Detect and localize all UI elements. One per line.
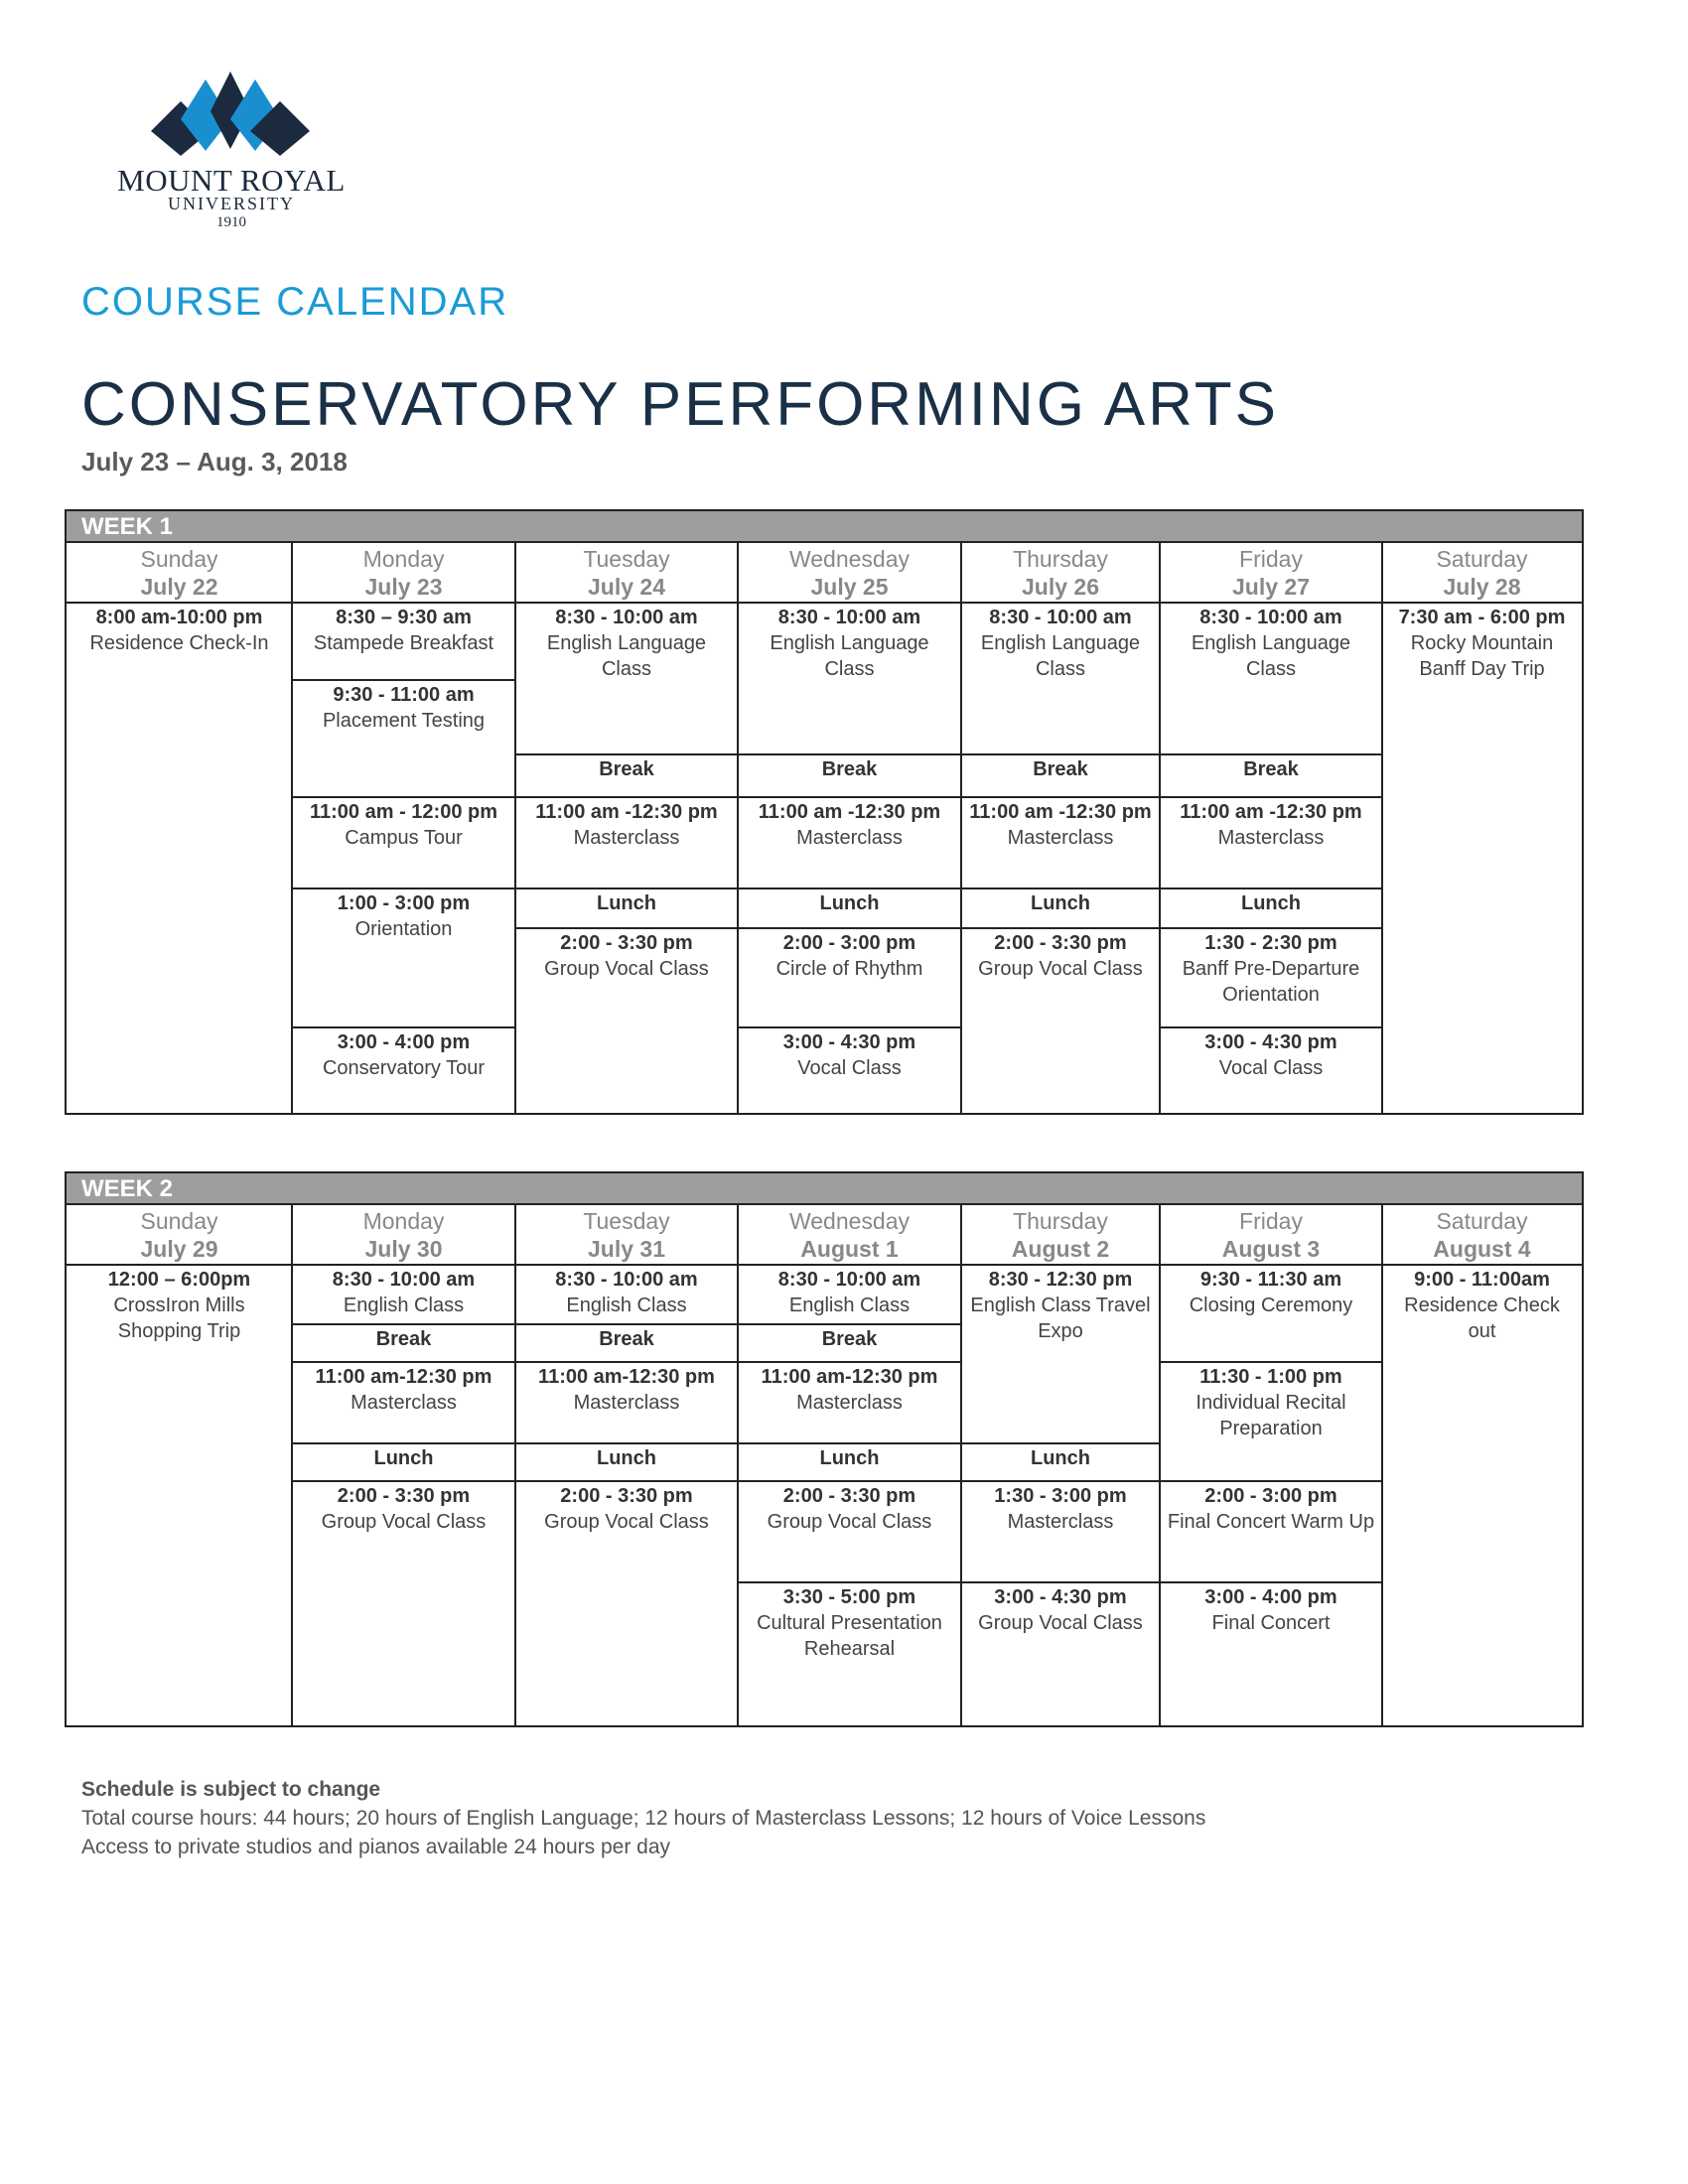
row-divider — [1160, 1480, 1382, 1482]
access-note: Access to private studios and pianos available 24 hours per day — [81, 1836, 671, 1858]
row-divider — [961, 753, 1160, 755]
event-time: 11:00 am -12:30 pm — [969, 801, 1152, 823]
day-name: Tuesday — [583, 1208, 670, 1234]
day-name: Monday — [362, 1208, 445, 1234]
event-description: Stampede Breakfast — [313, 632, 494, 654]
event-description: Campus Tour — [345, 827, 463, 849]
day-header — [738, 1207, 961, 1263]
event-description: Group Vocal Class — [544, 1511, 709, 1533]
break-cell — [521, 1445, 732, 1479]
break-cell — [298, 1326, 509, 1360]
event-time: 2:00 - 3:30 pm — [994, 932, 1127, 954]
event-description: English Language Class — [546, 632, 707, 680]
day-header — [515, 545, 738, 601]
break-cell — [521, 890, 732, 926]
page-title: CONSERVATORY PERFORMING ARTS — [81, 370, 1279, 439]
day-name: Saturday — [1436, 546, 1528, 572]
row-divider — [67, 602, 1582, 604]
break-cell — [967, 1445, 1154, 1479]
event-time: 11:00 am-12:30 pm — [538, 1366, 715, 1388]
schedule-event — [744, 1267, 955, 1322]
schedule-event — [967, 1267, 1154, 1441]
event-time: 1:00 - 3:00 pm — [337, 892, 471, 914]
schedule-event — [1388, 605, 1576, 720]
event-time: 8:30 - 10:00 am — [777, 607, 921, 628]
date-range: July 23 – Aug. 3, 2018 — [81, 447, 348, 477]
schedule-event — [72, 605, 286, 720]
break-label: Break — [375, 1328, 432, 1350]
row-divider — [515, 887, 738, 889]
day-date: July 26 — [1022, 574, 1099, 600]
event-time: 2:00 - 3:30 pm — [560, 932, 693, 954]
event-description: Masterclass — [351, 1392, 457, 1414]
day-date: July 23 — [364, 574, 443, 600]
row-divider — [515, 1323, 738, 1325]
schedule-event — [744, 799, 955, 887]
event-description: Conservatory Tour — [322, 1057, 486, 1079]
break-label: Lunch — [1031, 1447, 1090, 1469]
week-title: WEEK 1 — [67, 511, 1582, 543]
schedule-event — [744, 605, 955, 752]
day-header — [1382, 545, 1582, 601]
break-cell — [744, 890, 955, 926]
event-description: English Language Class — [770, 632, 929, 680]
schedule-event — [521, 930, 732, 1111]
event-time: 3:00 - 4:00 pm — [1204, 1586, 1337, 1608]
break-label: Break — [599, 758, 654, 780]
schedule-event — [1166, 1483, 1376, 1580]
schedule-event — [1166, 1584, 1376, 1723]
schedule-event — [1388, 1267, 1576, 1382]
event-description: Orientation — [354, 918, 453, 940]
event-time: 2:00 - 3:30 pm — [337, 1485, 471, 1507]
event-description: Group Vocal Class — [978, 958, 1143, 980]
schedule-event — [298, 605, 509, 678]
schedule-event — [298, 682, 509, 795]
event-description: Group Vocal Class — [767, 1511, 932, 1533]
column-divider — [291, 1205, 293, 1725]
schedule-event — [521, 605, 732, 752]
schedule-event — [298, 1364, 509, 1441]
day-name: Friday — [1239, 546, 1303, 572]
schedule-event — [967, 605, 1154, 752]
event-description: Masterclass — [1007, 827, 1114, 849]
schedule-event — [72, 1267, 286, 1382]
break-label: Lunch — [1031, 892, 1090, 914]
row-divider — [738, 796, 961, 798]
schedule-event — [298, 1029, 509, 1111]
schedule-event — [1166, 1029, 1376, 1111]
day-header — [1160, 545, 1382, 601]
event-time: 1:30 - 3:00 pm — [994, 1485, 1127, 1507]
schedule-event — [298, 1483, 509, 1723]
break-cell — [298, 1445, 509, 1479]
schedule-event — [967, 930, 1154, 1111]
break-label: Lunch — [819, 892, 880, 914]
event-time: 8:30 – 9:30 am — [336, 607, 472, 628]
event-time: 8:30 - 10:00 am — [332, 1269, 476, 1291]
day-date: July 24 — [588, 574, 665, 600]
event-description: English Class — [788, 1295, 911, 1316]
event-description: Masterclass — [796, 827, 903, 849]
event-time: 9:00 - 11:00am — [1414, 1269, 1550, 1291]
column-divider — [960, 1205, 962, 1725]
schedule-event — [744, 1584, 955, 1723]
hours-note: Total course hours: 44 hours; 20 hours of English Language; 12 hours of Masterclass Lessons; 12 hours of Voice Lessons — [81, 1807, 1206, 1830]
row-divider — [515, 927, 738, 929]
day-date: August 3 — [1221, 1236, 1321, 1262]
row-divider — [1160, 1581, 1382, 1583]
row-divider — [292, 1480, 515, 1482]
week-2-table — [65, 1171, 1584, 1727]
row-divider — [738, 1026, 961, 1028]
event-description: English Class Travel Expo — [970, 1295, 1151, 1342]
row-divider — [1160, 796, 1382, 798]
schedule-event — [967, 1483, 1154, 1580]
event-time: 3:30 - 5:00 pm — [782, 1586, 916, 1608]
day-name: Thursday — [1013, 546, 1108, 572]
event-time: 8:30 - 10:00 am — [555, 607, 698, 628]
break-label: Lunch — [597, 1447, 656, 1469]
schedule-event — [967, 1584, 1154, 1723]
event-description: Vocal Class — [1218, 1057, 1324, 1079]
day-date: July 30 — [364, 1236, 443, 1262]
event-time: 2:00 - 3:00 pm — [782, 932, 916, 954]
day-header — [292, 1207, 515, 1263]
event-description: Group Vocal Class — [544, 958, 709, 980]
day-header — [961, 1207, 1160, 1263]
row-divider — [515, 796, 738, 798]
column-divider — [1159, 1205, 1161, 1725]
event-time: 8:30 - 10:00 am — [1199, 607, 1342, 628]
event-time: 3:00 - 4:30 pm — [994, 1586, 1127, 1608]
row-divider — [961, 796, 1160, 798]
logo-year: 1910 — [216, 214, 246, 230]
row-divider — [738, 1361, 961, 1363]
day-name: Tuesday — [583, 546, 670, 572]
schedule-event — [298, 890, 509, 1025]
event-time: 3:00 - 4:00 pm — [337, 1031, 471, 1053]
event-time: 11:00 am -12:30 pm — [758, 801, 941, 823]
week-title: WEEK 2 — [67, 1173, 1582, 1205]
event-time: 11:00 am -12:30 pm — [1180, 801, 1362, 823]
break-cell — [744, 1326, 955, 1360]
university-logo — [107, 71, 355, 235]
row-divider — [292, 887, 515, 889]
event-time: 9:30 - 11:30 am — [1199, 1269, 1342, 1291]
day-header — [1160, 1207, 1382, 1263]
event-description: English Class — [343, 1295, 465, 1316]
event-time: 3:00 - 4:30 pm — [782, 1031, 916, 1053]
row-divider — [961, 1442, 1160, 1444]
schedule-note: Schedule is subject to change — [81, 1778, 381, 1801]
event-description: Masterclass — [1007, 1511, 1114, 1533]
event-description: Masterclass — [796, 1392, 903, 1414]
event-time: 11:00 am-12:30 pm — [761, 1366, 938, 1388]
schedule-event — [1166, 799, 1376, 887]
schedule-event — [744, 1364, 955, 1441]
logo-university: UNIVERSITY — [168, 194, 295, 213]
break-cell — [521, 756, 732, 795]
row-divider — [738, 1581, 961, 1583]
row-divider — [1160, 1026, 1382, 1028]
event-time: 9:30 - 11:00 am — [333, 684, 475, 706]
schedule-event — [1166, 1267, 1376, 1360]
event-time: 11:00 am - 12:00 pm — [310, 801, 497, 823]
event-time: 2:00 - 3:30 pm — [782, 1485, 916, 1507]
row-divider — [292, 679, 515, 681]
day-header — [738, 545, 961, 601]
row-divider — [738, 887, 961, 889]
row-divider — [738, 1442, 961, 1444]
schedule-event — [521, 799, 732, 887]
schedule-event — [521, 1267, 732, 1322]
logo-name: MOUNT ROYAL — [117, 163, 346, 198]
event-description: Final Concert Warm Up — [1167, 1511, 1375, 1533]
schedule-event — [967, 799, 1154, 887]
event-description: English Language Class — [980, 632, 1141, 680]
schedule-event — [1166, 930, 1376, 1025]
row-divider — [292, 1361, 515, 1363]
day-name: Monday — [362, 546, 445, 572]
row-divider — [738, 753, 961, 755]
event-description: Cultural Presentation Rehearsal — [757, 1612, 942, 1660]
row-divider — [292, 1323, 515, 1325]
day-header — [292, 545, 515, 601]
row-divider — [961, 927, 1160, 929]
event-time: 8:30 - 10:00 am — [555, 1269, 698, 1291]
day-name: Sunday — [140, 546, 218, 572]
row-divider — [515, 1480, 738, 1482]
day-date: August 4 — [1433, 1236, 1531, 1262]
break-label: Break — [821, 758, 878, 780]
row-divider — [1160, 753, 1382, 755]
event-time: 11:00 am -12:30 pm — [535, 801, 718, 823]
column-divider — [514, 1205, 516, 1725]
row-divider — [1160, 1361, 1382, 1363]
day-date: August 2 — [1011, 1236, 1110, 1262]
event-description: Individual Recital Preparation — [1196, 1392, 1346, 1439]
day-name: Wednesday — [788, 1208, 911, 1234]
row-divider — [292, 1026, 515, 1028]
break-label: Lunch — [819, 1447, 880, 1469]
event-description: English Class — [566, 1295, 687, 1316]
event-time: 8:30 - 10:00 am — [777, 1269, 921, 1291]
event-description: Vocal Class — [797, 1057, 902, 1079]
day-header — [961, 545, 1160, 601]
break-cell — [1166, 890, 1376, 926]
day-date: July 27 — [1232, 574, 1310, 600]
row-divider — [961, 1480, 1160, 1482]
break-cell — [967, 756, 1154, 795]
column-divider — [1381, 1205, 1383, 1725]
event-time: 8:30 - 12:30 pm — [988, 1269, 1133, 1291]
event-description: CrossIron Mills Shopping Trip — [113, 1295, 245, 1342]
day-name: Sunday — [140, 1208, 218, 1234]
logo-mark-icon — [151, 71, 310, 156]
row-divider — [515, 753, 738, 755]
week-1-table — [65, 509, 1584, 1115]
day-name: Thursday — [1013, 1208, 1108, 1234]
break-label: Lunch — [373, 1447, 434, 1469]
event-time: 3:00 - 4:30 pm — [1204, 1031, 1337, 1053]
break-cell — [744, 1445, 955, 1479]
section-label: COURSE CALENDAR — [81, 280, 509, 324]
event-description: Rocky Mountain Banff Day Trip — [1410, 632, 1554, 680]
event-description: Closing Ceremony — [1189, 1295, 1353, 1316]
break-label: Break — [1243, 758, 1299, 780]
day-date: July 28 — [1443, 574, 1521, 600]
row-divider — [292, 1442, 515, 1444]
row-divider — [515, 1442, 738, 1444]
schedule-event — [298, 799, 509, 887]
day-date: July 25 — [810, 574, 889, 600]
schedule-event — [298, 1267, 509, 1322]
event-time: 2:00 - 3:00 pm — [1204, 1485, 1337, 1507]
break-label: Break — [821, 1328, 878, 1350]
day-header — [1382, 1207, 1582, 1263]
row-divider — [738, 927, 961, 929]
event-description: Masterclass — [573, 1392, 680, 1414]
break-cell — [744, 756, 955, 795]
break-cell — [967, 890, 1154, 926]
row-divider — [738, 1323, 961, 1325]
row-divider — [961, 1581, 1160, 1583]
event-description: Circle of Rhythm — [775, 958, 923, 980]
event-description: Final Concert — [1211, 1612, 1331, 1634]
break-label: Lunch — [597, 892, 656, 914]
event-description: Masterclass — [1217, 827, 1325, 849]
schedule-event — [521, 1483, 732, 1723]
event-description: Masterclass — [573, 827, 680, 849]
row-divider — [961, 887, 1160, 889]
day-header — [515, 1207, 738, 1263]
event-time: 11:00 am-12:30 pm — [315, 1366, 492, 1388]
event-description: Residence Check out — [1404, 1295, 1560, 1342]
event-description: Banff Pre-Departure Orientation — [1182, 958, 1360, 1006]
event-description: Placement Testing — [322, 710, 486, 732]
day-date: July 29 — [140, 1236, 218, 1262]
break-label: Break — [1033, 758, 1088, 780]
day-header — [67, 545, 292, 601]
event-time: 2:00 - 3:30 pm — [560, 1485, 693, 1507]
break-label: Lunch — [1241, 892, 1301, 914]
break-cell — [521, 1326, 732, 1360]
schedule-event — [744, 930, 955, 1025]
break-cell — [1166, 756, 1376, 795]
event-time: 1:30 - 2:30 pm — [1204, 932, 1337, 954]
schedule-event — [744, 1483, 955, 1580]
schedule-event — [1166, 605, 1376, 752]
event-description: Group Vocal Class — [978, 1612, 1143, 1634]
schedule-event — [521, 1364, 732, 1441]
day-date: July 31 — [588, 1236, 665, 1262]
schedule-event — [1166, 1364, 1376, 1479]
event-time: 8:00 am-10:00 pm — [95, 607, 263, 628]
event-description: Residence Check-In — [89, 632, 269, 654]
row-divider — [1160, 927, 1382, 929]
event-time: 12:00 – 6:00pm — [107, 1269, 251, 1291]
row-divider — [67, 1264, 1582, 1266]
day-name: Wednesday — [788, 546, 911, 572]
day-date: August 1 — [800, 1236, 899, 1262]
event-time: 8:30 - 10:00 am — [989, 607, 1132, 628]
event-time: 7:30 am - 6:00 pm — [1398, 607, 1566, 628]
event-time: 11:30 - 1:00 pm — [1199, 1366, 1342, 1388]
day-name: Friday — [1239, 1208, 1303, 1234]
footer-notes — [81, 1775, 1205, 1861]
day-header — [67, 1207, 292, 1263]
schedule-event — [744, 1029, 955, 1111]
day-date: July 22 — [140, 574, 218, 600]
row-divider — [515, 1361, 738, 1363]
row-divider — [1160, 887, 1382, 889]
day-name: Saturday — [1436, 1208, 1528, 1234]
event-description: Group Vocal Class — [321, 1511, 487, 1533]
row-divider — [292, 796, 515, 798]
column-divider — [737, 1205, 739, 1725]
break-label: Break — [599, 1328, 654, 1350]
row-divider — [738, 1480, 961, 1482]
event-description: English Language Class — [1191, 632, 1351, 680]
